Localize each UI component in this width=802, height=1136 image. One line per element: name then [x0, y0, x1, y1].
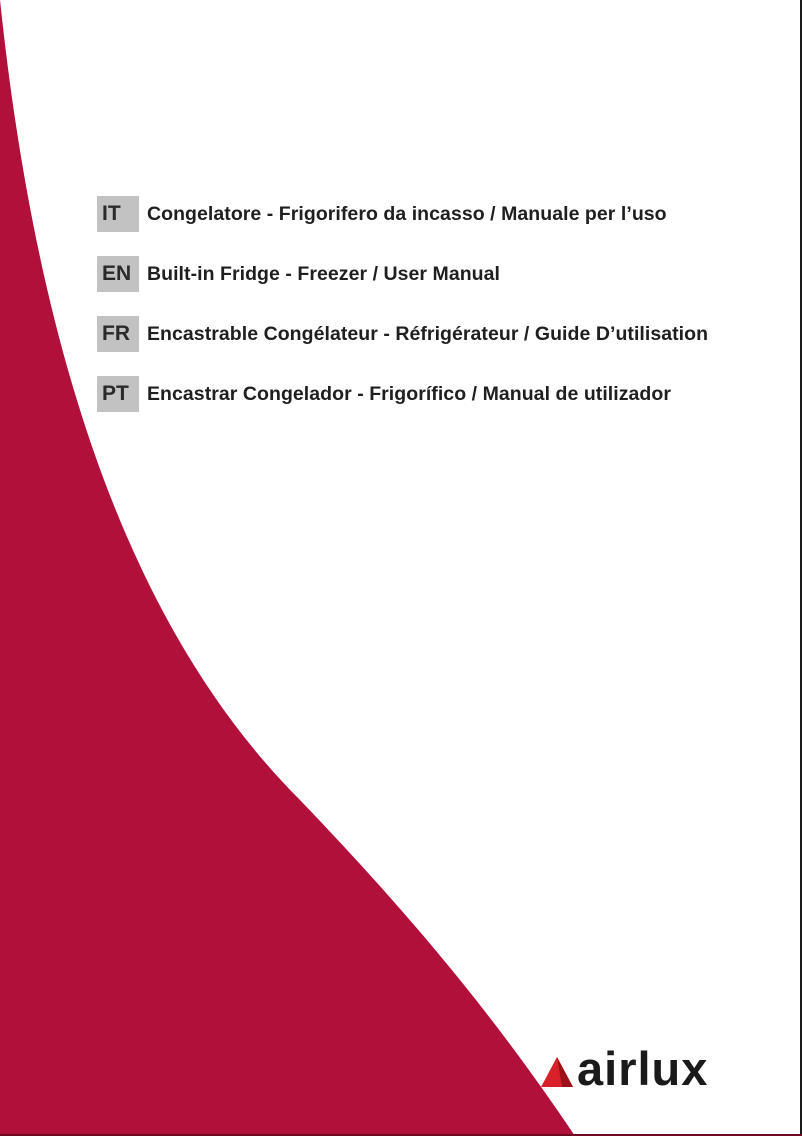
manual-title: Congelatore - Frigorifero da incasso / Manuale per l’uso: [147, 202, 667, 225]
brand-logo: [540, 1042, 709, 1095]
manual-title: Encastrar Congelador - Frigorífico / Manual de utilizador: [147, 382, 671, 405]
language-row-en: [97, 256, 708, 292]
brand-name: airlux: [577, 1042, 709, 1095]
manual-title: Encastrable Congélateur - Réfrigérateur / Guide D’utilisation: [147, 322, 709, 345]
language-code-badge: IT: [97, 196, 139, 232]
language-row-it: [97, 196, 708, 232]
language-code-badge: FR: [97, 316, 139, 352]
language-row-pt: [97, 376, 708, 412]
language-code-badge: EN: [97, 256, 139, 292]
language-row-fr: [97, 316, 708, 352]
language-list: [97, 196, 708, 412]
manual-title: Built-in Fridge - Freezer / User Manual: [147, 262, 501, 285]
language-code-badge: PT: [97, 376, 139, 412]
red-triangle-icon: [540, 1055, 574, 1089]
